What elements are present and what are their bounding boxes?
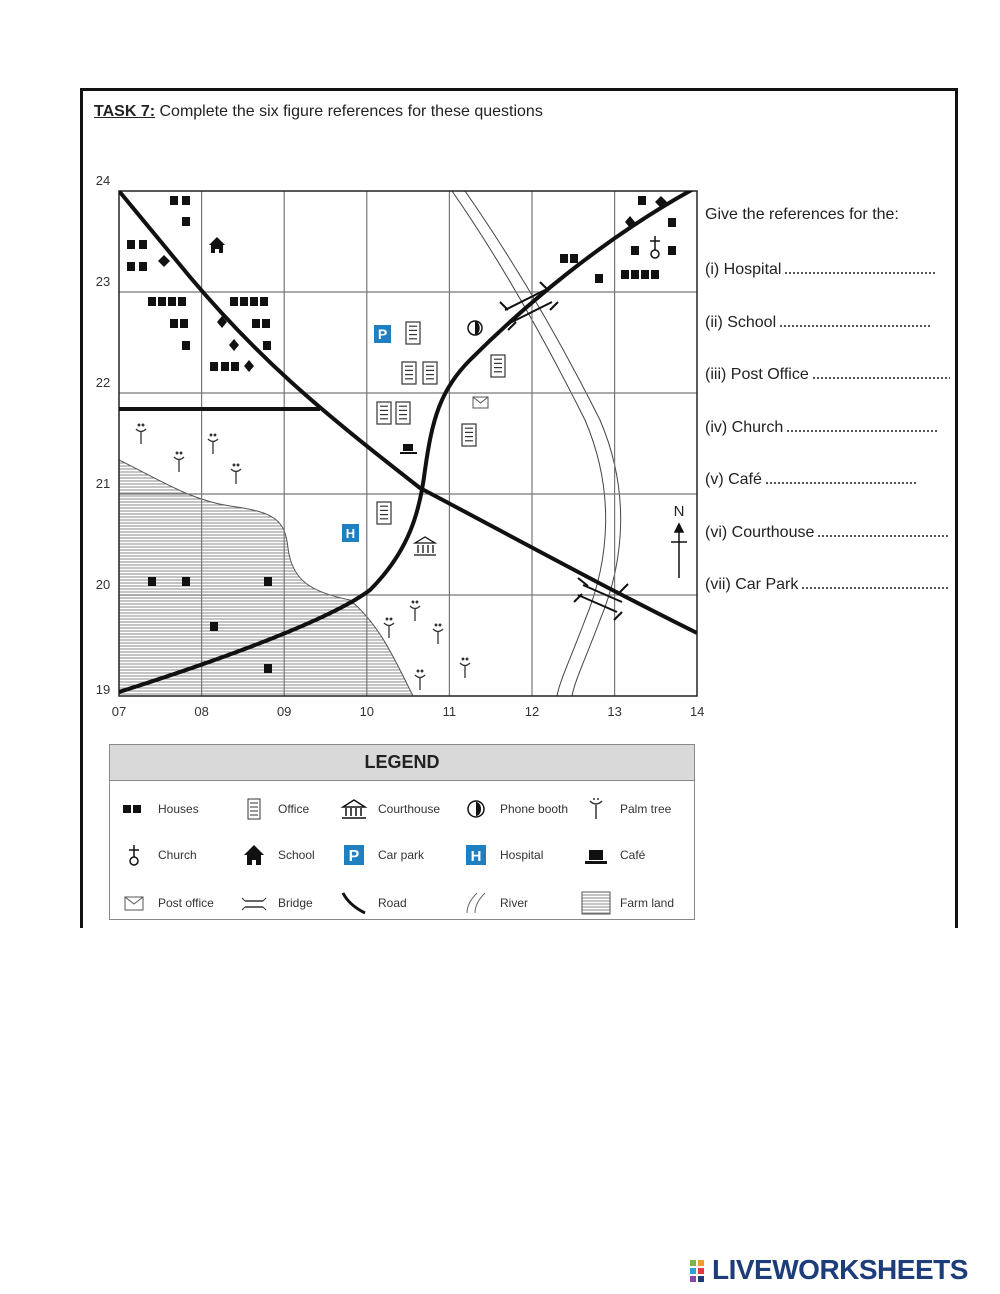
- house-icon: [263, 341, 271, 350]
- office-icon: [377, 502, 391, 524]
- legend-item: [338, 889, 453, 917]
- church-icon: [650, 236, 660, 258]
- house-icon: [158, 297, 166, 306]
- house-icon: [127, 262, 135, 271]
- road-icon: [339, 891, 369, 915]
- questions-panel: [705, 206, 950, 628]
- palm-tree-icon: [208, 434, 218, 454]
- house-icon: [631, 270, 639, 279]
- house-icon: [621, 270, 629, 279]
- phone-booth-icon: [468, 321, 482, 335]
- house-icon: [595, 274, 603, 283]
- question-item: [705, 470, 950, 523]
- legend-icon-wrap: [238, 890, 270, 916]
- house-icon: [264, 664, 272, 673]
- x-axis-label: 08: [194, 704, 209, 719]
- question-label: (iii) Post Office: [705, 366, 809, 383]
- hospital-icon: [342, 524, 359, 542]
- house-icon: [641, 270, 649, 279]
- legend-label: Car park: [378, 848, 425, 862]
- svg-text:P: P: [348, 848, 360, 865]
- house-icon: [560, 254, 568, 263]
- y-axis-label: 21: [95, 476, 111, 491]
- legend-icon-wrap: [238, 796, 270, 822]
- legend-label: Courthouse: [378, 802, 441, 816]
- legend-icon-wrap: [460, 890, 492, 916]
- house-icon: [264, 577, 272, 586]
- legend-item: [460, 889, 575, 917]
- house-icon: [127, 240, 135, 249]
- school-icon: [239, 843, 269, 867]
- river-icon: [461, 891, 491, 915]
- legend-icon-wrap: [338, 796, 370, 822]
- post-office-icon: [473, 397, 488, 408]
- question-label: (vii) Car Park: [705, 576, 799, 593]
- house-icon: [638, 196, 646, 205]
- question-item: [705, 313, 950, 366]
- house-icon: [262, 319, 270, 328]
- house-icon: [210, 362, 218, 371]
- legend-label: Post office: [158, 896, 214, 910]
- house-icon: [668, 218, 676, 227]
- legend-item: [118, 889, 233, 917]
- question-label: (v) Café: [705, 471, 762, 488]
- question-label: (ii) School: [705, 313, 777, 331]
- river-bank: [465, 191, 621, 696]
- answer-blank[interactable]: [802, 575, 950, 589]
- x-axis-label: 13: [607, 704, 622, 719]
- legend-label: Road: [378, 896, 407, 910]
- house-icon: [651, 270, 659, 279]
- office-icon: [462, 424, 476, 446]
- legend-label: School: [278, 848, 315, 862]
- legend-item: [460, 841, 575, 869]
- legend-icon-wrap: [118, 796, 150, 822]
- office-icon: [423, 362, 437, 384]
- post-office-icon: [119, 891, 149, 915]
- legend-item: [338, 795, 453, 823]
- answer-blank[interactable]: [780, 313, 930, 327]
- house-icon: [221, 362, 229, 371]
- legend-label: Bridge: [278, 896, 313, 910]
- question-label: (i) Hospital: [705, 261, 782, 278]
- question-item: [705, 418, 950, 471]
- house-icon: [178, 297, 186, 306]
- palm-tree-icon: [433, 624, 443, 644]
- house-icon: [231, 362, 239, 371]
- phone-booth-icon: [461, 797, 491, 821]
- house-icon: [250, 297, 258, 306]
- legend-label: Houses: [158, 802, 199, 816]
- legend-icon-wrap: [580, 890, 612, 916]
- river: [452, 191, 606, 696]
- house-icon: [570, 254, 578, 263]
- house-icon: [182, 341, 190, 350]
- legend-icon-wrap: [118, 842, 150, 868]
- bridge-icon: [239, 891, 269, 915]
- legend-label: River: [500, 896, 529, 910]
- x-axis-label: 09: [276, 704, 292, 719]
- house-icon: [240, 297, 248, 306]
- question-item: [705, 523, 950, 576]
- legend-label: Office: [278, 802, 310, 816]
- task-instruction: Complete the six figure references for these questions: [159, 103, 543, 120]
- courthouse-icon: [339, 797, 369, 821]
- house-icon: [260, 297, 268, 306]
- north-arrow: [671, 524, 687, 578]
- palm-tree-icon: [231, 464, 241, 484]
- house-icon: [148, 577, 156, 586]
- houses-icon: [119, 797, 149, 821]
- y-axis-label: 19: [95, 682, 111, 697]
- house-icon: [170, 196, 178, 205]
- x-axis-label: 07: [111, 704, 127, 719]
- church-icon: [119, 843, 149, 867]
- palm-tree-icon: [384, 618, 394, 638]
- x-axis-label: 10: [359, 704, 375, 719]
- house-icon: [668, 246, 676, 255]
- office-icon: [396, 402, 410, 424]
- brand-logo: [690, 1254, 968, 1286]
- church-symbols: [158, 196, 667, 372]
- svg-text:H: H: [345, 526, 356, 541]
- legend-title: LEGEND: [110, 745, 694, 781]
- house-icon: [182, 577, 190, 586]
- brand-text: LIVEWORKSHEETS: [712, 1254, 968, 1285]
- legend-label: Palm tree: [620, 802, 672, 816]
- question-label: (vi) Courthouse: [705, 523, 815, 541]
- answer-blank[interactable]: [766, 470, 916, 484]
- answer-blank[interactable]: [785, 260, 935, 274]
- y-axis-label: 22: [95, 375, 111, 390]
- legend-item: [580, 795, 695, 823]
- house-icon: [182, 196, 190, 205]
- house-icon: [180, 319, 188, 328]
- office-icon: [377, 402, 391, 424]
- legend-icon-wrap: [580, 796, 612, 822]
- house-icon: [230, 297, 238, 306]
- x-axis-labels: [112, 704, 705, 719]
- car-park-icon: [374, 325, 391, 343]
- office-icon: [491, 355, 505, 377]
- cafe-icon: [400, 444, 417, 454]
- questions-heading: Give the references for the:: [705, 206, 899, 223]
- house-icon: [139, 240, 147, 249]
- legend-item: [118, 795, 233, 823]
- legend: [109, 744, 695, 920]
- y-axis-label: 24: [95, 173, 111, 188]
- answer-blank[interactable]: [813, 365, 950, 379]
- house-icon: [182, 217, 190, 226]
- palm-tree-icon: [415, 670, 425, 690]
- answer-blank[interactable]: [818, 523, 950, 537]
- legend-icon-wrap: [118, 890, 150, 916]
- courthouse-icon: [414, 537, 436, 555]
- question-item: [705, 575, 950, 628]
- y-axis-labels: [96, 173, 110, 697]
- house-icon: [631, 246, 639, 255]
- office-icon: [402, 362, 416, 384]
- legend-icon-wrap: [338, 842, 370, 868]
- north-label: N: [673, 503, 685, 520]
- y-axis-label: 23: [95, 274, 111, 289]
- legend-item: [238, 795, 353, 823]
- office-icon: [406, 322, 420, 344]
- farm-land-icon: [581, 891, 611, 915]
- legend-icon-wrap: [238, 842, 270, 868]
- palm-tree-icon: [410, 601, 420, 621]
- legend-item: [460, 795, 575, 823]
- legend-label: Café: [620, 848, 646, 862]
- answer-blank[interactable]: [787, 418, 937, 432]
- question-item: [705, 365, 950, 418]
- legend-label: Phone booth: [500, 802, 569, 816]
- house-icon: [210, 622, 218, 631]
- legend-icon-wrap: [338, 890, 370, 916]
- house-icon: [168, 297, 176, 306]
- svg-text:H: H: [470, 848, 482, 865]
- office-icon: [239, 797, 269, 821]
- legend-item: [338, 841, 453, 869]
- cafe-icon: [581, 843, 611, 867]
- legend-item: [580, 841, 695, 869]
- palm-tree-icon: [136, 424, 146, 444]
- legend-item: [238, 841, 353, 869]
- house-icon: [148, 297, 156, 306]
- legend-item: [580, 889, 695, 917]
- palm-tree-icon: [174, 452, 184, 472]
- y-axis-label: 20: [95, 577, 111, 592]
- legend-label: Farm land: [620, 896, 675, 910]
- school-icon: [209, 237, 225, 253]
- palm-tree-icon: [460, 658, 470, 678]
- task-label: TASK 7:: [94, 103, 156, 120]
- legend-label: Hospital: [500, 848, 544, 862]
- legend-label: Church: [158, 848, 197, 862]
- legend-item: [238, 889, 353, 917]
- legend-icon-wrap: [460, 842, 492, 868]
- hospital-icon: [461, 843, 491, 867]
- house-icon: [252, 319, 260, 328]
- car-park-icon: [339, 843, 369, 867]
- legend-icon-wrap: [580, 842, 612, 868]
- legend-icon-wrap: [460, 796, 492, 822]
- question-item: [705, 260, 950, 313]
- question-label: (iv) Church: [705, 418, 784, 436]
- x-axis-label: 12: [524, 704, 540, 719]
- x-axis-label: 14: [689, 704, 705, 719]
- svg-text:P: P: [377, 326, 388, 342]
- legend-item: [118, 841, 233, 869]
- palm-tree-icon: [581, 797, 611, 821]
- house-icon: [139, 262, 147, 271]
- x-axis-label: 11: [442, 704, 457, 719]
- brand-logo-icon: [690, 1258, 712, 1282]
- house-icon: [170, 319, 178, 328]
